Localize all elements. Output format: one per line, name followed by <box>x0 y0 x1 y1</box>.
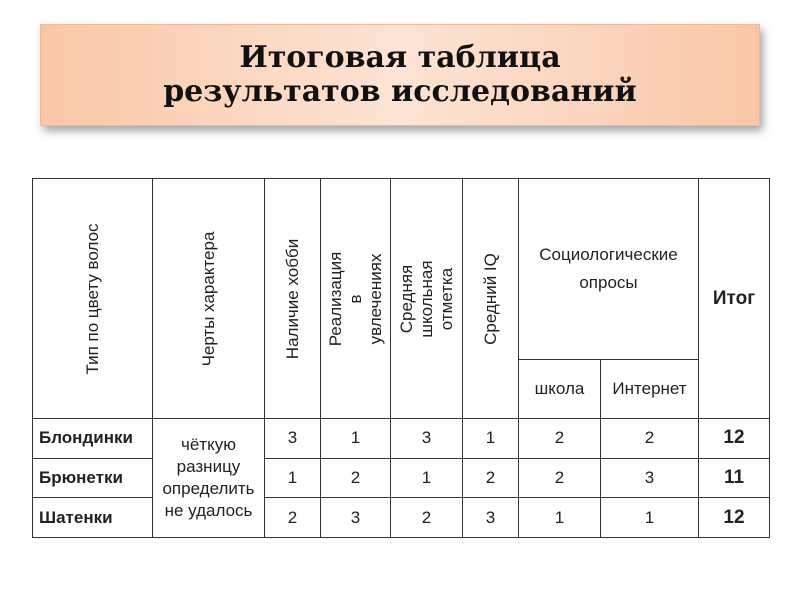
header-surveys: Социологические опросы <box>519 179 699 360</box>
header-school: школа <box>519 360 601 419</box>
cell-iq: 2 <box>463 458 519 498</box>
cell-iq: 1 <box>463 419 519 459</box>
results-table <box>32 178 770 538</box>
table-row <box>33 498 770 538</box>
cell-total: 12 <box>699 498 770 538</box>
header-traits: Черты характера <box>153 179 265 419</box>
header-internet: Интернет <box>601 360 699 419</box>
row-label-blondes: Блондинки <box>33 419 153 459</box>
cell-school: 1 <box>519 498 601 538</box>
header-realization: Реализация в увлечениях <box>321 179 391 419</box>
cell-realization: 2 <box>321 458 391 498</box>
cell-internet: 3 <box>601 458 699 498</box>
cell-grade: 3 <box>391 419 463 459</box>
header-total: Итог <box>699 179 770 419</box>
row-label-brown-haired: Шатенки <box>33 498 153 538</box>
header-row-1 <box>33 179 770 360</box>
cell-hobby: 3 <box>265 419 321 459</box>
cell-hobby: 2 <box>265 498 321 538</box>
cell-iq: 3 <box>463 498 519 538</box>
slide-title-line-1: Итоговая таблица <box>239 40 561 75</box>
cell-internet: 1 <box>601 498 699 538</box>
cell-total: 12 <box>699 419 770 459</box>
slide-title-box <box>40 24 760 126</box>
cell-hobby: 1 <box>265 458 321 498</box>
header-hobby: Наличие хобби <box>265 179 321 419</box>
cell-school: 2 <box>519 458 601 498</box>
cell-internet: 2 <box>601 419 699 459</box>
header-avg-iq: Средний IQ <box>463 179 519 419</box>
cell-school: 2 <box>519 419 601 459</box>
cell-grade: 1 <box>391 458 463 498</box>
traits-merged-cell: чёткую разницу определить не удалось <box>153 419 265 538</box>
slide-title-line-2: результатов исследований <box>163 74 637 109</box>
cell-total: 11 <box>699 458 770 498</box>
header-avg-grade: Средняя школьная отметка <box>391 179 463 419</box>
row-label-brunettes: Брюнетки <box>33 458 153 498</box>
table-row <box>33 419 770 459</box>
cell-grade: 2 <box>391 498 463 538</box>
cell-realization: 3 <box>321 498 391 538</box>
header-hair-type: Тип по цвету волос <box>33 179 153 419</box>
cell-realization: 1 <box>321 419 391 459</box>
table-row <box>33 458 770 498</box>
